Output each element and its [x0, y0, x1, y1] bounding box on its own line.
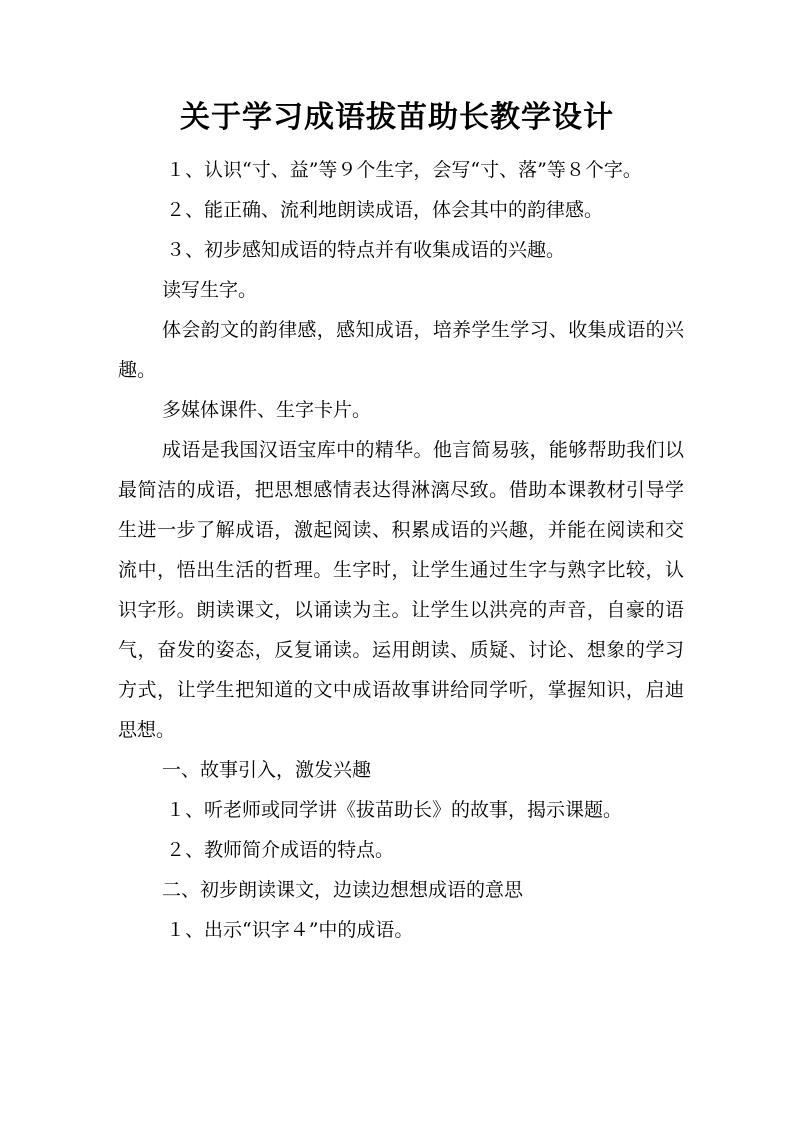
section-2-step-1: １、出示“识字４”中的成语。: [166, 919, 414, 941]
key-point-paragraph: 读写生字。: [162, 279, 258, 301]
document-body: [118, 150, 684, 950]
section-2-heading: 二、初步朗读课文，边读边想想成语的意思: [162, 879, 524, 901]
section-1-step-1: １、听老师或同学讲《拔苗助长》的故事，揭示课题。: [166, 799, 623, 821]
objective-1-paragraph: １、认识“寸、益”等９个生字，会写“寸、落”等８个字。: [166, 159, 642, 181]
section-1-heading: 一、故事引入，激发兴趣: [162, 759, 372, 781]
objective-2-paragraph: ２、能正确、流利地朗读成语，体会其中的韵律感。: [166, 199, 604, 221]
objective-3-paragraph: ３、初步感知成语的特点并有收集成语的兴趣。: [166, 239, 566, 261]
difficulty-paragraph: 体会韵文的韵律感，感知成语，培养学生学习、收集成语的兴趣。: [118, 319, 684, 381]
section-1-step-2: ２、教师简介成语的特点。: [166, 839, 395, 861]
design-concept-paragraph: 成语是我国汉语宝库中的精华。他言简易骇，能够帮助我们以最简洁的成语，把思想感情表达得淋漓尽致。借助本课教材引导学生进一步了解成语，激起阅读、积累成语的兴趣，并能在阅读和交流中，悟出生活的哲理。生字时，让学生通过生字与熟字比较，认识字形。朗读课文，以诵读为主。让学生以洪亮的声音，自豪的语气，奋发的姿态，反复诵读。运用朗读、质疑、讨论、想象的学习方式，让学生把知道的文中成语故事讲给同学听，掌握知识，启迪思想。: [118, 439, 684, 741]
preparation-paragraph: 多媒体课件、生字卡片。: [162, 399, 372, 421]
document-title: 关于学习成语拔苗助长教学设计: [180, 100, 614, 135]
